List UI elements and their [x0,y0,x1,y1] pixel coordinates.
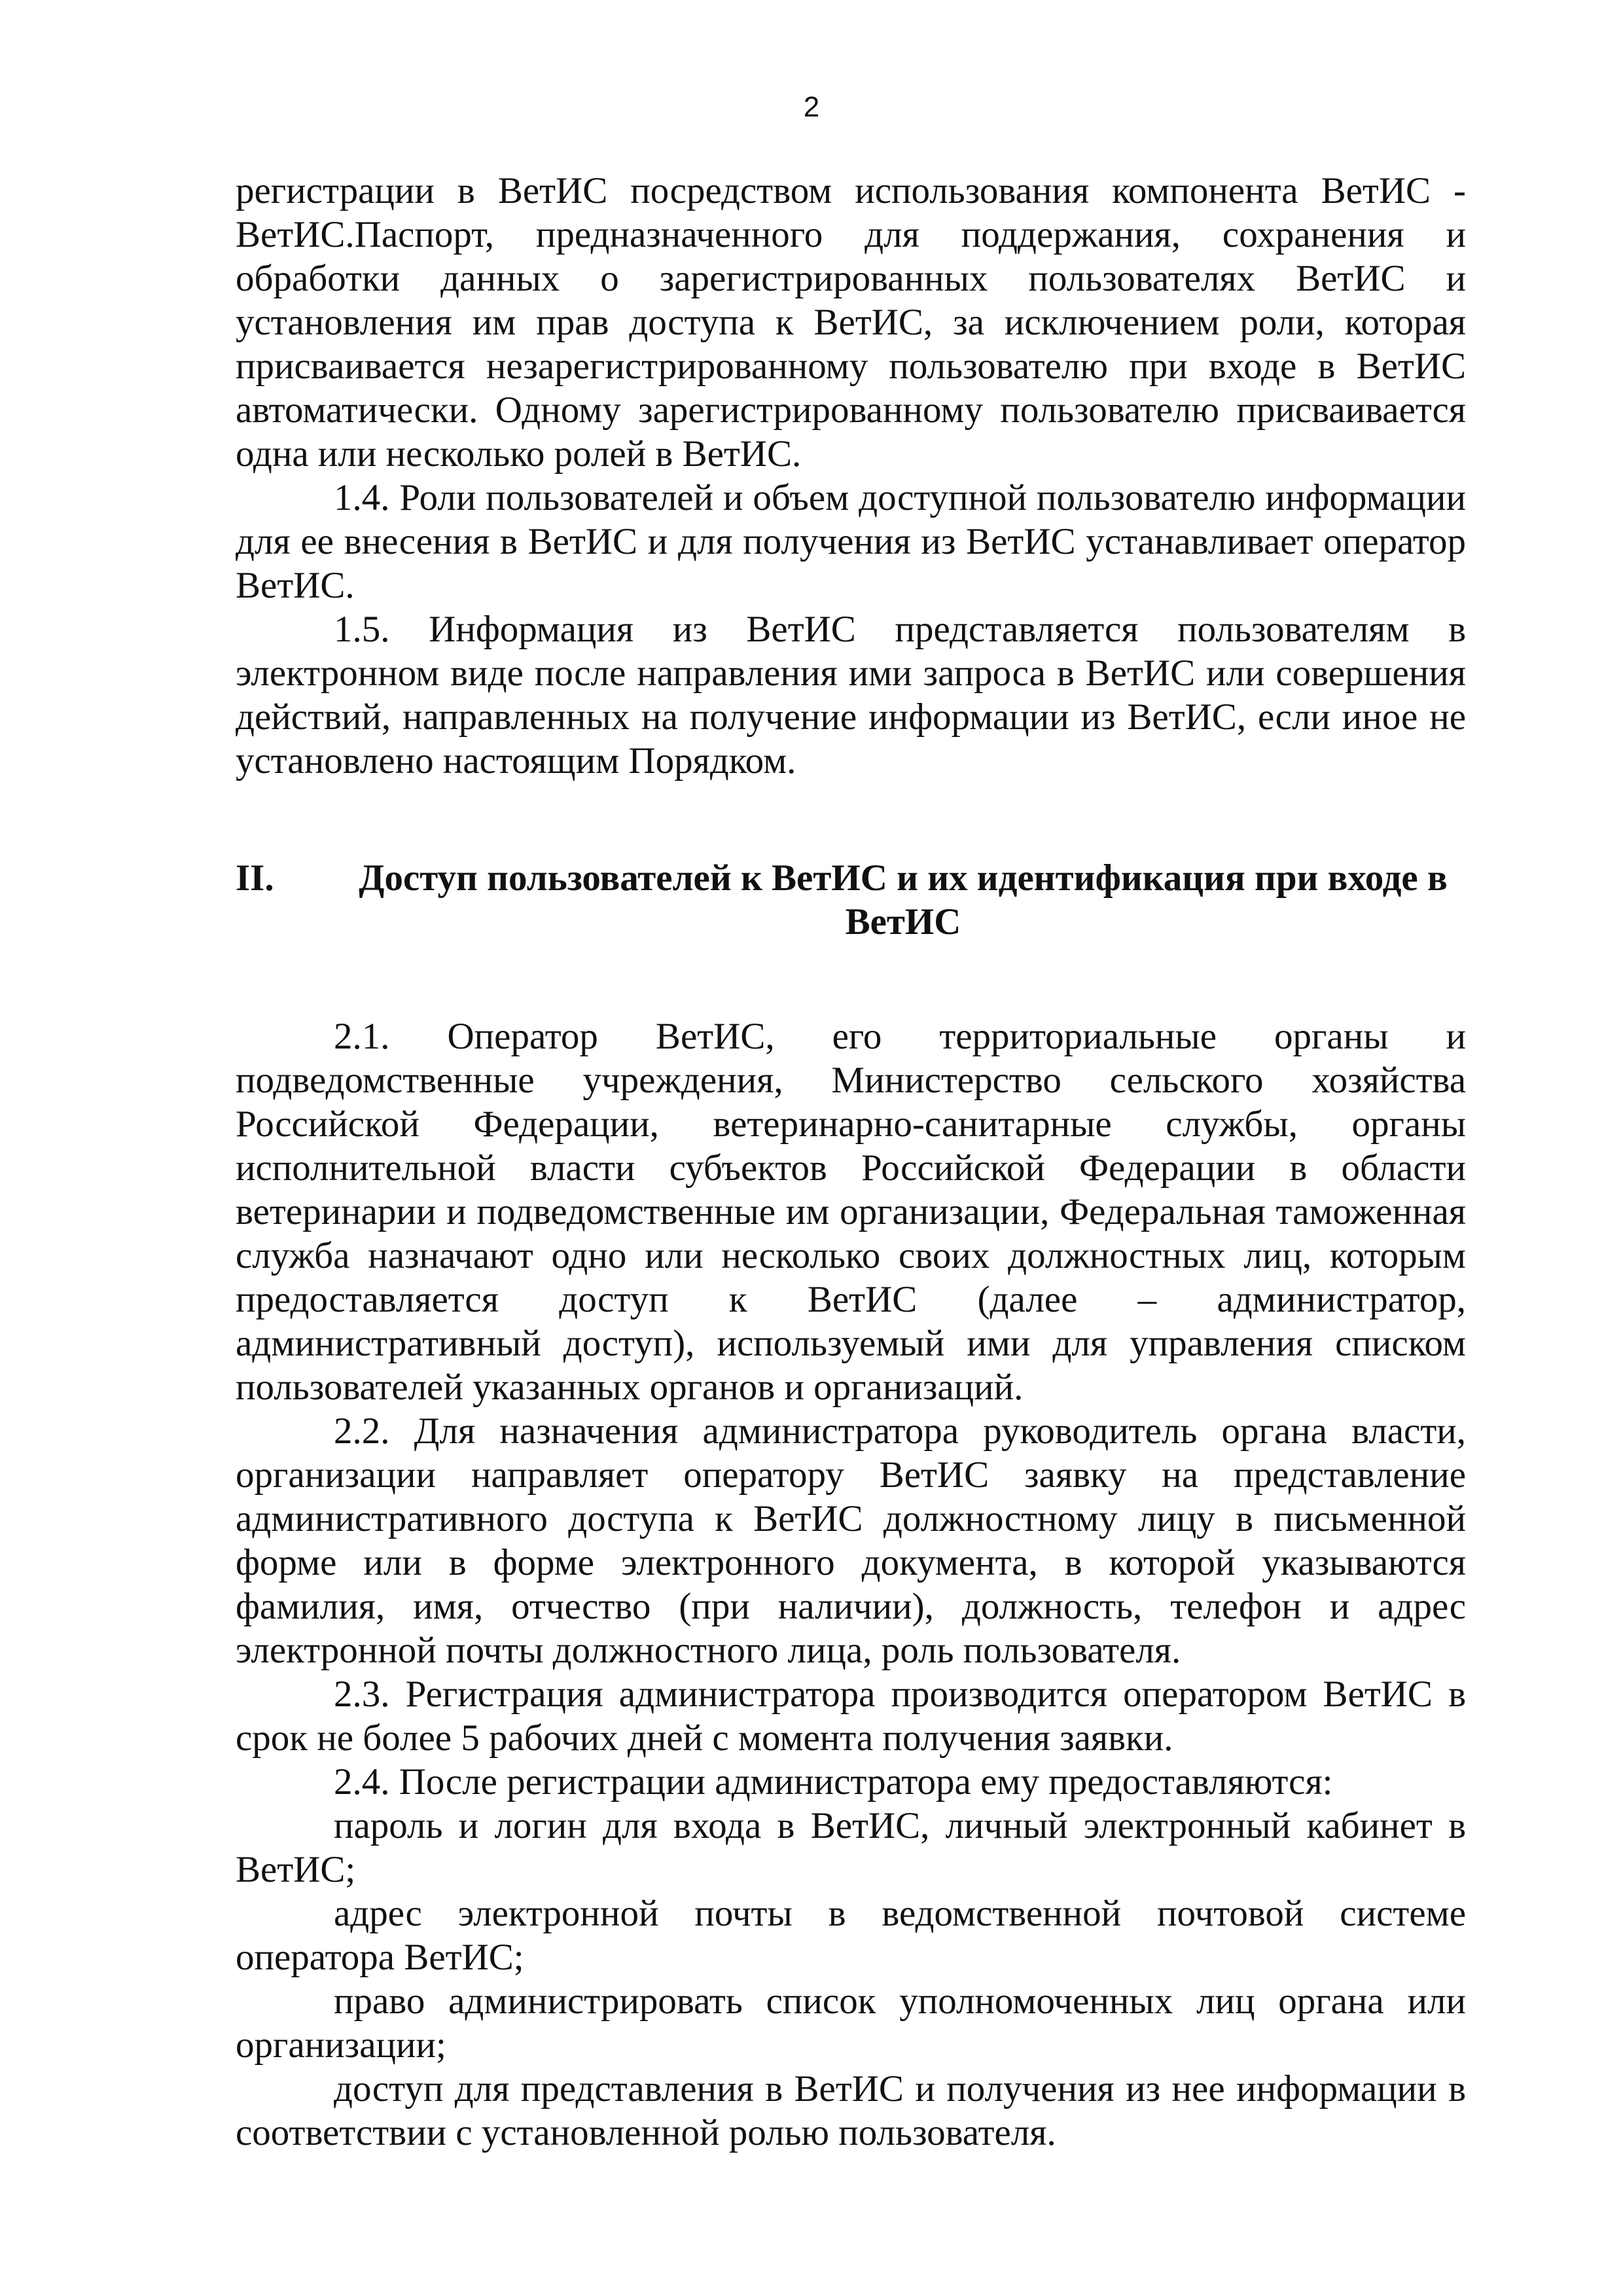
list-item-password-login: пароль и логин для входа в ВетИС, личный электронный кабинет в ВетИС; [236,1805,1466,1890]
paragraph-2-2: 2.2. Для назначения администратора руководитель органа власти, организации направляет оператору ВетИС заявку на представление административного доступа к ВетИС должностному лицу в письменной форме или в форме электронного документа, в которой указываются фамилия, имя, отчество (при наличии), должность, телефон и адрес электронной почты должностного лица, роль пользователя. [236,1410,1466,1671]
list-item-access: доступ для представления в ВетИС и получения из нее информации в соответствии с установленной ролью пользователя. [236,2068,1466,2153]
paragraph-1-5: 1.5. Информация из ВетИС представляется пользователям в электронном виде после направления ими запроса в ВетИС или совершения действий, направленных на получение информации из ВетИС, если иное не установлено настоящим Порядком. [236,609,1466,781]
paragraph-2-3: 2.3. Регистрация администратора производится оператором ВетИС в срок не более 5 рабочих дней с момента получения заявки. [236,1674,1466,1759]
section-number: II. [236,857,274,899]
paragraph-2-1: 2.1. Оператор ВетИС, его территориальные органы и подведомственные учреждения, Министерство сельского хозяйства Российской Федерации, ветеринарно-санитарные службы, органы исполнительной власти субъектов Российской Федерации в области ветеринарии и подведомственные им организации, Федеральная таможенная служба назначают одно или несколько своих должностных лиц, которым предоставляется доступ к ВетИС (далее – администратор, административный доступ), используемый ими для управления списком пользователей указанных органов и организаций. [236,1016,1466,1408]
page-number: 2 [803,91,820,123]
list-item-email-address: адрес электронной почты в ведомственной почтовой системе оператора ВетИС; [236,1893,1466,1978]
paragraph-2-4: 2.4. После регистрации администратора ему предоставляются: [334,1761,1333,1803]
document-body [236,169,1466,2155]
paragraph-1-4: 1.4. Роли пользователей и объем доступной пользователю информации для ее внесения в ВетИС и для получения из ВетИС устанавливает оператор ВетИС. [236,477,1466,606]
paragraph-registration-continued: регистрации в ВетИС посредством использования компонента ВетИС - ВетИС.Паспорт, предназначенного для поддержания, сохранения и обработки данных о зарегистрированных пользователях ВетИС и установления им прав доступа к ВетИС, за исключением роли, которая присваивается незарегистрированному пользователю при входе в ВетИС автоматически. Одному зарегистрированному пользователю присваивается одна или несколько ролей в ВетИС. [236,170,1466,475]
section-heading [236,856,1466,944]
list-item-admin-right: право администрировать список уполномоченных лиц органа или организации; [236,1981,1466,2066]
section-title: Доступ пользователей к ВетИС и их идентификация при входе в ВетИС [359,857,1448,942]
